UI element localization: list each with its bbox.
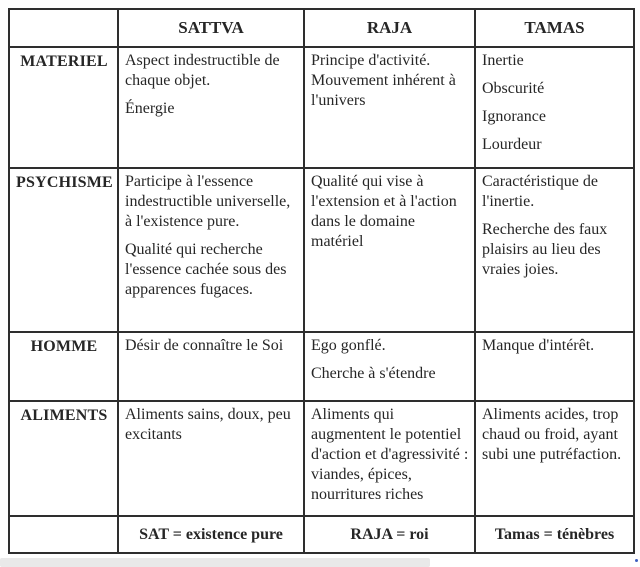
cell-paragraph: Aliments acides, trop chaud ou froid, ayant subi une putréfaction. (482, 406, 622, 463)
header-row (9, 9, 634, 47)
cell-paragraph: Désir de connaître le Soi (125, 337, 284, 354)
column-header-sattva: SATTVA (118, 9, 304, 47)
footer-raja-definition: RAJA = roi (304, 516, 475, 553)
cell-homme-raja (304, 332, 475, 401)
cell-paragraph: Recherche des faux plaisirs au lieu des vraies joies. (482, 221, 608, 278)
gunas-comparison-table (8, 8, 635, 554)
row-label-psychisme: PSYCHISME (9, 168, 118, 332)
table-row-psychisme (9, 168, 634, 332)
cell-paragraph: Aliments qui augmentent le potentiel d'action et d'agressivité : viandes, épices, nourritures riches (311, 406, 469, 503)
column-header-raja: RAJA (304, 9, 475, 47)
cell-psychisme-tamas (475, 168, 634, 332)
footer-tamas-definition: Tamas = ténèbres (475, 516, 634, 553)
table-row-homme (9, 332, 634, 401)
corner-cell (9, 9, 118, 47)
cell-paragraph: Participe à l'essence indestructible universelle, à l'existence pure. (125, 173, 291, 230)
cell-materiel-sattva (118, 47, 304, 168)
cell-homme-sattva (118, 332, 304, 401)
cell-paragraph: Aspect indestructible de chaque objet. (125, 52, 280, 89)
scan-artifact-bar (0, 558, 430, 567)
cell-materiel-tamas (475, 47, 634, 168)
cell-aliments-tamas (475, 401, 634, 516)
cell-paragraph: Lourdeur (482, 136, 542, 153)
cell-homme-tamas (475, 332, 634, 401)
table-row-materiel (9, 47, 634, 168)
row-label-aliments: ALIMENTS (9, 401, 118, 516)
footer-row (9, 516, 634, 553)
cell-aliments-sattva (118, 401, 304, 516)
cell-paragraph: Cherche à s'étendre (311, 365, 436, 382)
cell-materiel-raja (304, 47, 475, 168)
cell-paragraph: Énergie (125, 100, 175, 117)
cell-psychisme-sattva (118, 168, 304, 332)
cell-paragraph: Inertie (482, 52, 524, 69)
cell-paragraph: Manque d'intérêt. (482, 337, 595, 354)
cell-paragraph: Principe d'activité. Mouvement inhérent à l'univers (311, 52, 456, 109)
cell-paragraph: Qualité qui recherche l'essence cachée sous des apparences fugaces. (125, 241, 287, 298)
column-header-tamas: TAMAS (475, 9, 634, 47)
cell-paragraph: Qualité qui vise à l'extension et à l'action dans le domaine matériel (311, 173, 457, 250)
cell-paragraph: Caractéristique de l'inertie. (482, 173, 598, 210)
cell-aliments-raja (304, 401, 475, 516)
footer-sat-definition: SAT = existence pure (118, 516, 304, 553)
scan-artifact-dot (635, 559, 638, 562)
table-row-aliments (9, 401, 634, 516)
footer-empty-cell (9, 516, 118, 553)
cell-psychisme-raja (304, 168, 475, 332)
cell-paragraph: Aliments sains, doux, peu excitants (125, 406, 291, 443)
cell-paragraph: Ignorance (482, 108, 546, 125)
row-label-homme: HOMME (9, 332, 118, 401)
cell-paragraph: Ego gonflé. (311, 337, 386, 354)
row-label-materiel: MATERIEL (9, 47, 118, 168)
cell-paragraph: Obscurité (482, 80, 545, 97)
